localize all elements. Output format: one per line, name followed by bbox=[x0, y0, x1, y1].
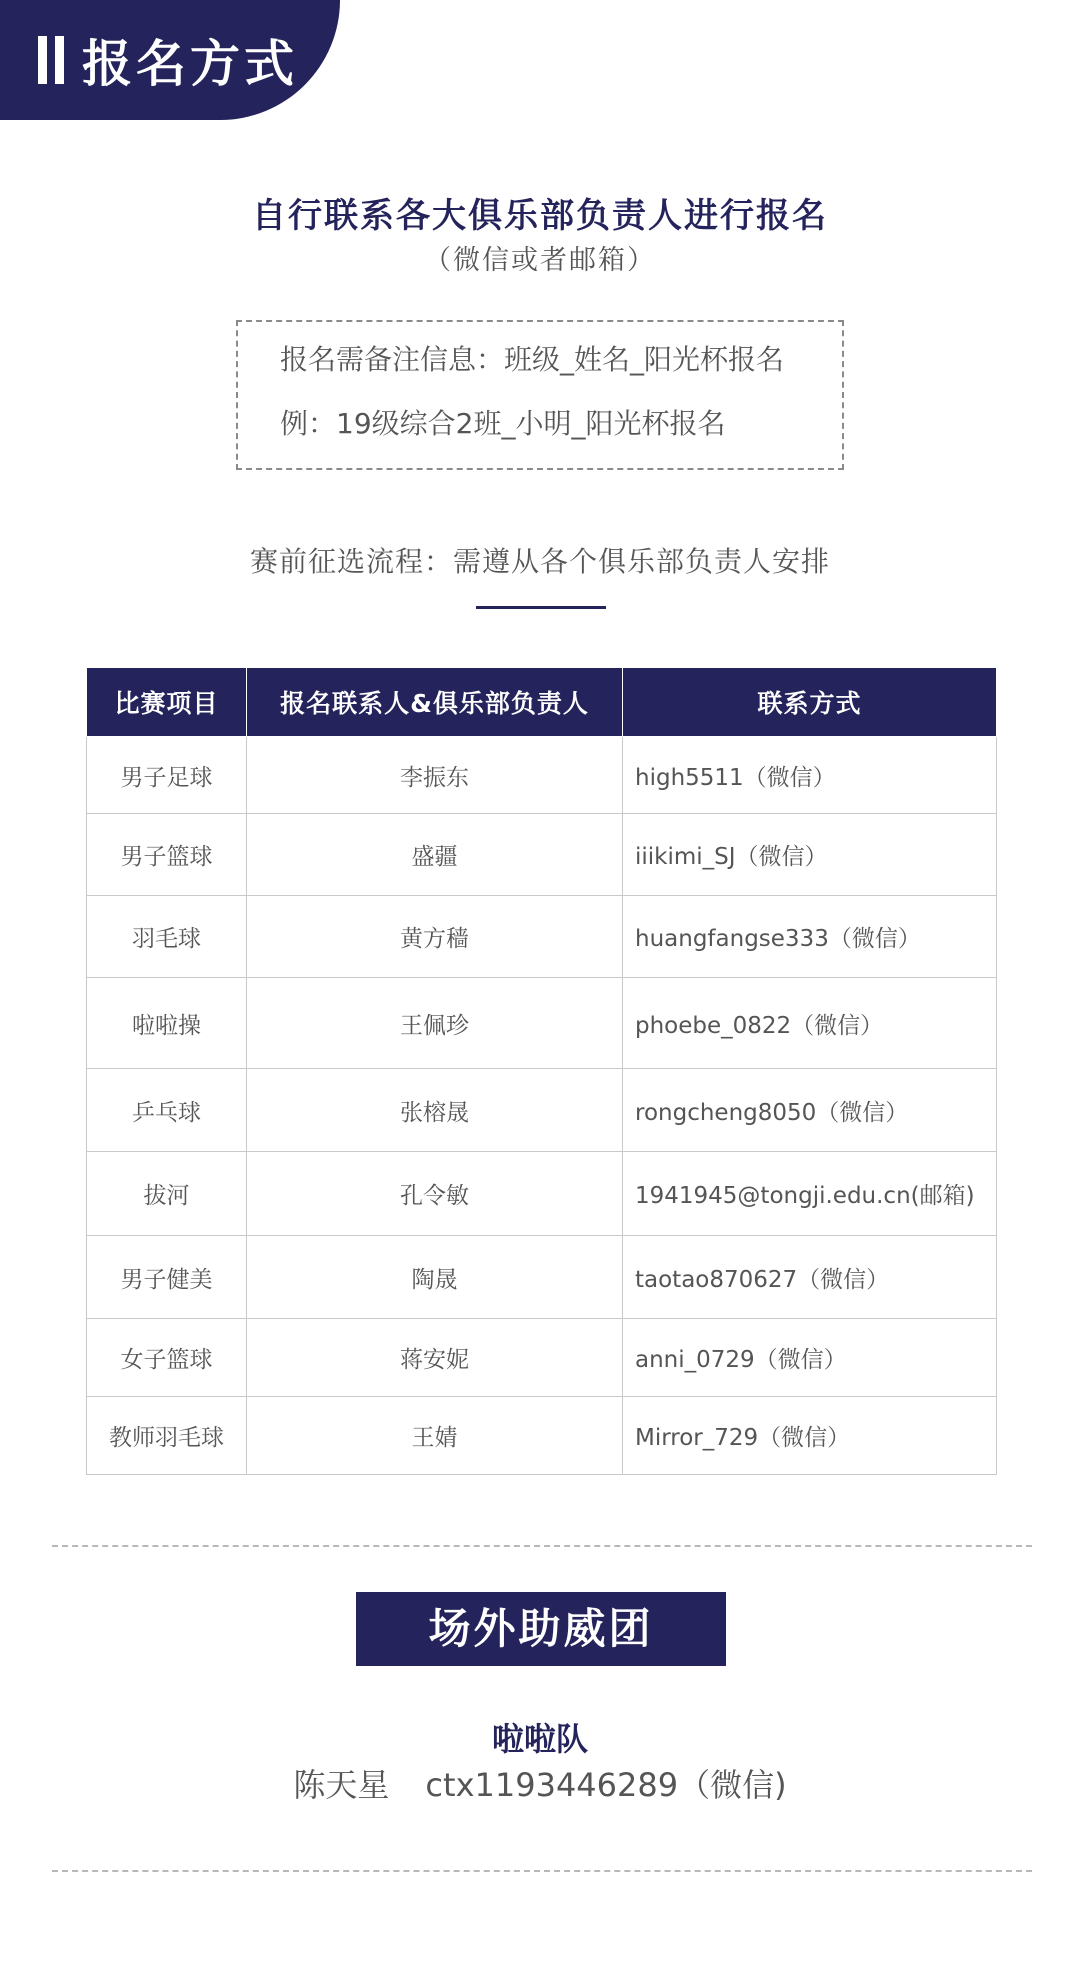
contact-cell: 1941945@tongji.edu.cn(邮箱) bbox=[623, 1152, 997, 1236]
person-cell: 李振东 bbox=[247, 737, 623, 814]
sport-cell: 拔河 bbox=[87, 1152, 247, 1236]
person-cell: 陶晟 bbox=[247, 1236, 623, 1319]
cheer-contact-line bbox=[0, 1760, 1080, 1806]
sport-cell: 女子篮球 bbox=[87, 1319, 247, 1397]
header-contact: 联系方式 bbox=[623, 668, 997, 737]
table-row bbox=[87, 1236, 997, 1319]
table-row bbox=[87, 814, 997, 896]
note-line-example: 例：19级综合2班_小明_阳光杯报名 bbox=[280, 407, 726, 440]
contact-cell: taotao870627（微信） bbox=[623, 1236, 997, 1319]
person-cell: 王佩珍 bbox=[247, 978, 623, 1069]
contact-cell: rongcheng8050（微信） bbox=[623, 1069, 997, 1152]
sport-cell: 男子足球 bbox=[87, 737, 247, 814]
table-row bbox=[87, 1152, 997, 1236]
contact-cell: high5511（微信） bbox=[623, 737, 997, 814]
cheer-subheading: 啦啦队 bbox=[491, 1720, 588, 1758]
table-row bbox=[87, 896, 997, 978]
person-cell: 孔令敏 bbox=[247, 1152, 623, 1236]
person-cell: 盛疆 bbox=[247, 814, 623, 896]
process-text: 赛前征选流程：需遵从各个俱乐部负责人安排 bbox=[249, 545, 830, 578]
table-row bbox=[87, 737, 997, 814]
cheer-wechat: ctx1193446289（微信) bbox=[425, 1766, 787, 1804]
sport-cell: 教师羽毛球 bbox=[87, 1397, 247, 1475]
dashed-divider bbox=[52, 1545, 1032, 1547]
sport-cell: 啦啦操 bbox=[87, 978, 247, 1069]
sport-cell: 羽毛球 bbox=[87, 896, 247, 978]
note-box bbox=[236, 320, 844, 470]
person-cell: 王婧 bbox=[247, 1397, 623, 1475]
table-row bbox=[87, 1319, 997, 1397]
sport-cell: 乒乓球 bbox=[87, 1069, 247, 1152]
contact-cell: Mirror_729（微信） bbox=[623, 1397, 997, 1475]
sport-cell: 男子健美 bbox=[87, 1236, 247, 1319]
person-cell: 蒋安妮 bbox=[247, 1319, 623, 1397]
header-sport: 比赛项目 bbox=[87, 668, 247, 737]
intro-subtitle: （微信或者邮箱） bbox=[424, 245, 656, 276]
table-row bbox=[87, 978, 997, 1069]
header-bars-icon bbox=[38, 36, 64, 84]
cheer-heading: 场外助威团 bbox=[356, 1592, 726, 1666]
table-row bbox=[87, 1069, 997, 1152]
section-title: 报名方式 bbox=[82, 35, 298, 93]
sport-cell: 男子篮球 bbox=[87, 814, 247, 896]
cheer-name: 陈天星 bbox=[293, 1766, 390, 1804]
dashed-divider bbox=[52, 1870, 1032, 1872]
intro-title: 自行联系各大俱乐部负责人进行报名 bbox=[252, 196, 828, 236]
table-row bbox=[87, 1397, 997, 1475]
contact-table bbox=[86, 667, 997, 1475]
table-header-row bbox=[87, 668, 997, 737]
contact-cell: huangfangse333（微信） bbox=[623, 896, 997, 978]
short-divider bbox=[476, 606, 606, 609]
person-cell: 黄方穑 bbox=[247, 896, 623, 978]
section-header-tab bbox=[0, 0, 340, 120]
person-cell: 张榕晟 bbox=[247, 1069, 623, 1152]
header-person: 报名联系人&俱乐部负责人 bbox=[247, 668, 623, 737]
contact-cell: anni_0729（微信） bbox=[623, 1319, 997, 1397]
note-line-format: 报名需备注信息：班级_姓名_阳光杯报名 bbox=[280, 343, 785, 376]
contact-cell: iiikimi_SJ（微信） bbox=[623, 814, 997, 896]
contact-cell: phoebe_0822（微信） bbox=[623, 978, 997, 1069]
